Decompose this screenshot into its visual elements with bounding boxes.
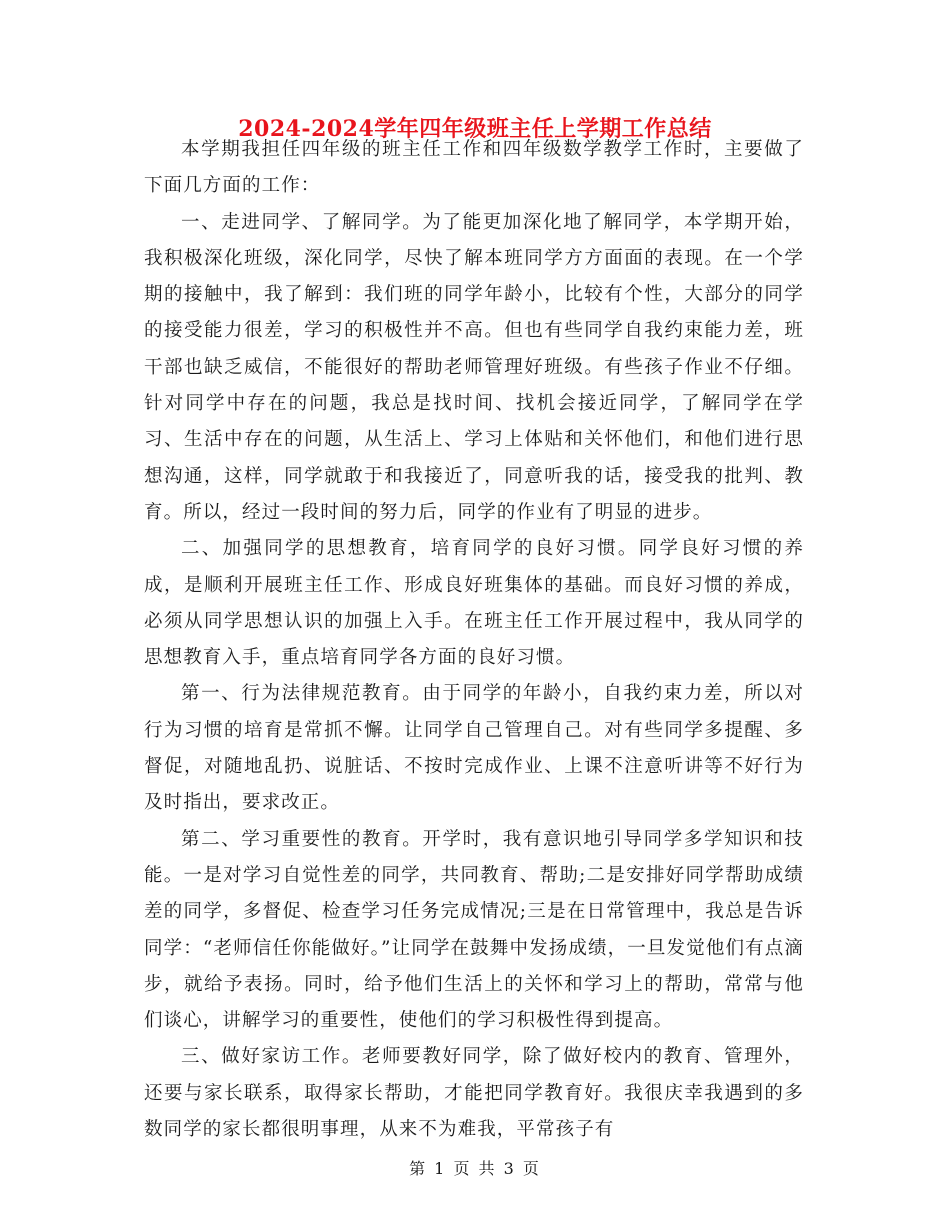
paragraph-item-1: 第一、行为法律规范教育。由于同学的年龄小，自我约束力差，所以对行为习惯的培育是常抓不懈。让同学自己管理自己。对有些同学多提醒、多督促，对随地乱扔、说脏话、不按时完成作业、上课不注意听讲等不好行为及时指出，要求改正。 (144, 683, 804, 814)
document-title: 2024-2024学年四年级班主任上学期工作总结 (238, 116, 712, 142)
paragraph-intro: 本学期我担任四年级的班主任工作和四年级数学教学工作时，主要做了下面几方面的工作： (144, 139, 804, 197)
paragraph-section-3: 三、做好家访工作。老师要教好同学，除了做好校内的教育、管理外，还要与家长联系，取得家长帮助，才能把同学教育好。我很庆幸我遇到的多数同学的家长都很明事理，从来不为难我，平常孩子有 (144, 1046, 804, 1141)
paragraph-item-2: 第二、学习重要性的教育。开学时，我有意识地引导同学多学知识和技能。一是对学习自觉性差的同学，共同教育、帮助;二是安排好同学帮助成绩差的同学，多督促、检查学习任务完成情况;三是在日常管理中，我总是告诉同学：“老师信任你能做好。”让同学在鼓舞中发扬成绩，一旦发觉他们有点滴步，就给予表扬。同时，给予他们生活上的关怀和学习上的帮助，常常与他们谈心，讲解学习的重要性，使他们的学习积极性得到提高。 (144, 828, 804, 1032)
paragraph-section-1: 一、走进同学、了解同学。为了能更加深化地了解同学，本学期开始，我积极深化班级，深化同学，尽快了解本班同学方方面面的表现。在一个学期的接触中，我了解到：我们班的同学年龄小，比较有个性，大部分的同学的接受能力很差，学习的积极性并不高。但也有些同学自我约束能力差，班干部也缺乏威信，不能很好的帮助老师管理好班级。有些孩子作业不仔细。针对同学中存在的问题，我总是找时间、找机会接近同学，了解同学在学习、生活中存在的问题，从生活上、学习上体贴和关怀他们，和他们进行思想沟通，这样，同学就敢于和我接近了，同意听我的话，接受我的批判、教育。所以，经过一段时间的努力后，同学的作业有了明显的进步。 (144, 211, 804, 523)
document-body (144, 132, 804, 1148)
page-number-footer: 第 1 页 共 3 页 (409, 1159, 541, 1178)
paragraph-section-2: 二、加强同学的思想教育，培育同学的良好习惯。同学良好习惯的养成，是顺利开展班主任工作、形成良好班集体的基础。而良好习惯的养成，必须从同学思想认识的加强上入手。在班主任工作开展过程中，我从同学的思想教育入手，重点培育同学各方面的良好习惯。 (144, 538, 804, 669)
